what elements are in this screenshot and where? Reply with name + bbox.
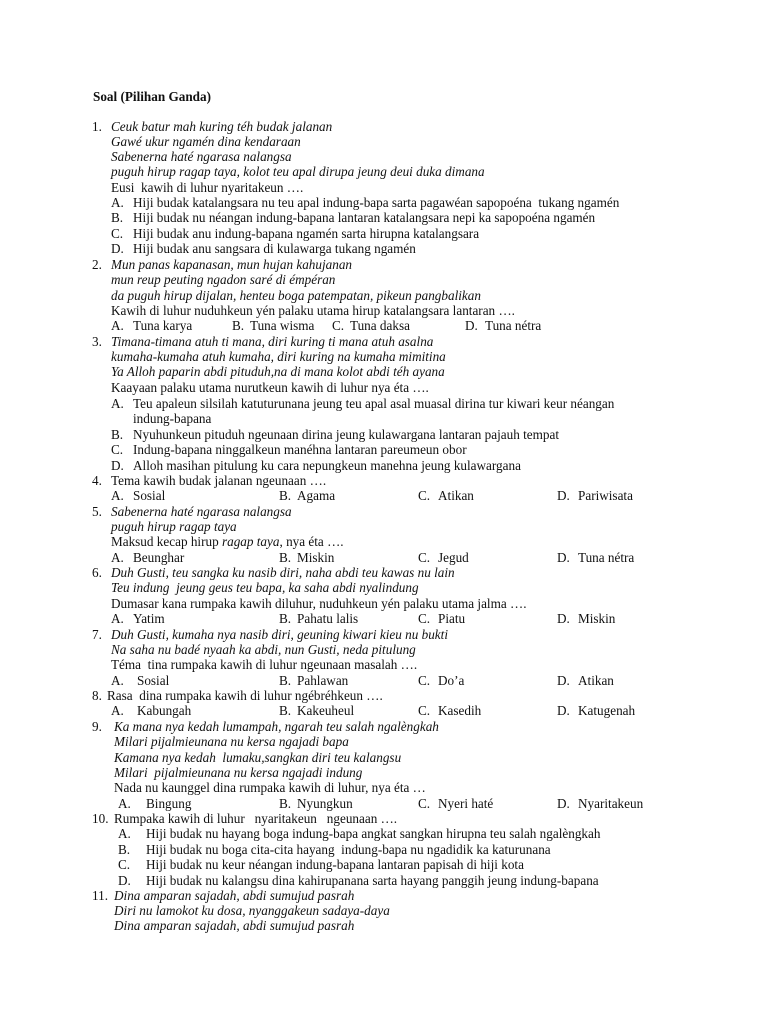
option-text: Pahlawan (297, 673, 349, 688)
option-text: Hiji budak nu néangan indung-bapana lantaran katalangsara nepi ka sapopoéna ngamén (133, 210, 596, 225)
option-text: Alloh masihan pitulung ku cara nepungkeun manehna jeung kulawargana (133, 458, 521, 473)
poem-line: Ka mana nya kedah lumampah, ngarah teu salah ngalèngkah (114, 719, 439, 734)
question-stem: Téma tina rumpaka kawih di luhur ngeunaan masalah …. (111, 657, 418, 672)
question-stem: Eusi kawih di luhur nyaritakeun …. (111, 180, 304, 195)
question-number: 11. (92, 888, 108, 903)
question-stem: Rasa dina rumpaka kawih di luhur ngébréhkeun …. (107, 688, 383, 703)
option-text: Nyungkun (297, 796, 353, 811)
option-key: C. (111, 442, 124, 457)
question-stem: Nada nu kaunggel dina rumpaka kawih di luhur, nya éta … (114, 780, 426, 795)
option-key: B. (279, 703, 292, 718)
option-text: Beunghar (133, 550, 185, 565)
poem-line: Duh Gusti, teu sangka ku nasib diri, naha abdi teu kawas nu lain (111, 565, 455, 580)
option-text: Tuna nétra (578, 550, 635, 565)
option-key: C. (418, 703, 431, 718)
option-key: B. (279, 488, 292, 503)
option-text: Hiji budak nu kalangsu dina kahirupanana sarta hayang panggih jeung indung-bapana (146, 873, 599, 888)
option-key: D. (111, 458, 124, 473)
question-stem: Rumpaka kawih di luhur nyaritakeun ngeunaan …. (114, 811, 398, 826)
option-text: Piatu (438, 611, 466, 626)
poem-line: kumaha-kumaha atuh kumaha, diri kuring na kumaha mimitina (111, 349, 446, 364)
option-text: Atikan (578, 673, 614, 688)
poem-line: Mun panas kapanasan, mun hujan kahujanan (111, 257, 353, 272)
option-key: A. (111, 488, 124, 503)
poem-line: Timana-timana atuh ti mana, diri kuring ti mana atuh asalna (111, 334, 434, 349)
option-text: Bingung (146, 796, 192, 811)
option-text: Sosial (137, 673, 170, 688)
option-key: A. (111, 318, 124, 333)
poem-line: Milari pijalmieunana nu kersa ngajadi indung (114, 765, 363, 780)
question-number: 10. (92, 811, 109, 826)
option-key: C. (418, 796, 431, 811)
question-number: 8. (92, 688, 102, 703)
option-text: Jegud (438, 550, 469, 565)
option-text: Indung-bapana ninggalkeun manéhna lantaran pareumeun obor (133, 442, 467, 457)
poem-line: Teu indung jeung geus teu bapa, ka saha abdi nyalindung (111, 580, 419, 595)
poem-line: puguh hirup ragap taya, kolot teu apal dirupa jeung deui duka dimana (111, 164, 485, 179)
option-key: C. (332, 318, 345, 333)
poem-line: Sabenerna haté ngarasa nalangsa (111, 149, 292, 164)
option-text: Kakeuheul (297, 703, 355, 718)
option-text: Do’a (438, 673, 465, 688)
poem-line: Kamana nya kedah lumaku,sangkan diri teu kalangsu (114, 750, 402, 765)
option-key: A. (111, 611, 124, 626)
option-key: B. (111, 427, 124, 442)
question-number: 7. (92, 627, 102, 642)
option-key: B. (279, 673, 292, 688)
poem-line: puguh hirup ragap taya (111, 519, 237, 534)
option-text: Yatim (133, 611, 165, 626)
option-text: Hiji budak nu hayang boga indung-bapa angkat sangkan hirupna teu salah ngalèngkah (146, 826, 601, 841)
option-key: C. (118, 857, 131, 872)
question-stem-emphasis: ragap taya (221, 534, 280, 549)
option-text: Nyuhunkeun pituduh ngeunaan dirina jeung kulawargana lantaran pajauh tempat (133, 427, 560, 442)
poem-line: Milari pijalmieunana nu kersa ngajadi bapa (114, 734, 349, 749)
question-number: 6. (92, 565, 102, 580)
poem-line: Dina amparan sajadah, abdi sumujud pasrah (114, 888, 355, 903)
option-text: Nyaritakeun (578, 796, 644, 811)
question-number: 2. (92, 257, 102, 272)
question-stem: Kawih di luhur nuduhkeun yén palaku utama hirup katalangsara lantaran …. (111, 303, 515, 318)
question-number: 5. (92, 504, 102, 519)
option-text: Teu apaleun silsilah katuturunana jeung teu apal asal muasal dirina tur kiwari keur néangan (133, 396, 615, 411)
option-key: A. (111, 396, 124, 411)
option-text: Hiji budak anu sangsara di kulawarga tukang ngamén (133, 241, 416, 256)
poem-line: Diri nu lamokot ku dosa, nyanggakeun sadaya-daya (114, 903, 390, 918)
option-key: A. (111, 195, 124, 210)
option-key: C. (418, 611, 431, 626)
option-key: D. (557, 703, 570, 718)
option-text: Hiji budak nu keur néangan indung-bapana lantaran papisah di hiji kota (146, 857, 524, 872)
question-stem (111, 534, 344, 549)
option-key: B. (279, 611, 292, 626)
question-number: 3. (92, 334, 102, 349)
poem-line: Dina amparan sajadah, abdi sumujud pasrah (114, 918, 355, 933)
option-key: D. (557, 796, 570, 811)
option-text: Atikan (438, 488, 474, 503)
option-key: D. (465, 318, 478, 333)
poem-line: Ceuk batur mah kuring téh budak jalanan (111, 119, 333, 134)
option-key: A. (111, 550, 124, 565)
option-key: C. (418, 488, 431, 503)
option-text: Agama (297, 488, 336, 503)
poem-line: Ya Alloh paparin abdi pituduh,na di mana kolot abdi téh ayana (111, 364, 445, 379)
option-text: Pariwisata (578, 488, 633, 503)
poem-line: Na saha nu badé nyaah ka abdi, nun Gusti, neda pitulung (111, 642, 416, 657)
poem-line: Duh Gusti, kumaha nya nasib diri, geuning kiwari kieu nu bukti (111, 627, 448, 642)
option-key: B. (118, 842, 131, 857)
option-key: C. (418, 673, 431, 688)
question-stem: Kaayaan palaku utama nurutkeun kawih di luhur nya éta …. (111, 380, 429, 395)
option-text: Katugenah (578, 703, 636, 718)
page-title: Soal (Pilihan Ganda) (93, 89, 211, 104)
option-text: Hiji budak katalangsara nu teu apal indung-bapa sarta pagawéan sapopoéna tukang ngamén (133, 195, 620, 210)
option-text: Tuna daksa (350, 318, 410, 333)
poem-line: Sabenerna haté ngarasa nalangsa (111, 504, 292, 519)
question-number: 1. (92, 119, 102, 134)
question-stem: Dumasar kana rumpaka kawih diluhur, nuduhkeun yén palaku utama jalma …. (111, 596, 527, 611)
option-key: D. (557, 611, 570, 626)
option-key: B. (279, 550, 292, 565)
option-text: Tuna wisma (250, 318, 315, 333)
option-text: Miskin (578, 611, 616, 626)
question-stem-part: Maksud kecap hirup (111, 534, 222, 549)
option-key: D. (557, 550, 570, 565)
option-text: Sosial (133, 488, 166, 503)
option-key: C. (111, 226, 124, 241)
option-key: A. (111, 673, 124, 688)
option-text: Kasedih (438, 703, 482, 718)
option-text: Hiji budak anu indung-bapana ngamén sarta hirupna katalangsara (133, 226, 480, 241)
option-key: A. (118, 796, 131, 811)
option-key: D. (118, 873, 131, 888)
option-key: A. (118, 826, 131, 841)
poem-line: Gawé ukur ngamén dina kendaraan (111, 134, 301, 149)
poem-line: da puguh hirup dijalan, henteu boga patempatan, pikeun pangbalikan (111, 288, 481, 303)
option-key: B. (232, 318, 245, 333)
option-key: D. (557, 673, 570, 688)
question-stem-part: , nya éta …. (279, 534, 344, 549)
option-text: Tuna nétra (485, 318, 542, 333)
option-text: Nyeri haté (438, 796, 494, 811)
question-stem: Tema kawih budak jalanan ngeunaan …. (111, 473, 327, 488)
option-text: Pahatu lalis (297, 611, 359, 626)
option-key: D. (111, 241, 124, 256)
option-key: B. (279, 796, 292, 811)
option-key: A. (111, 703, 124, 718)
option-text: Kabungah (137, 703, 192, 718)
option-text-continued: indung-bapana (133, 411, 212, 426)
option-key: B. (111, 210, 124, 225)
option-text: Tuna karya (133, 318, 193, 333)
option-key: C. (418, 550, 431, 565)
question-number: 4. (92, 473, 102, 488)
option-text: Miskin (297, 550, 335, 565)
poem-line: mun reup peuting ngadon saré di émpéran (111, 272, 336, 287)
option-key: D. (557, 488, 570, 503)
question-number: 9. (92, 719, 102, 734)
option-text: Hiji budak nu boga cita-cita hayang indung-bapa nu ngadidik ka katurunana (146, 842, 551, 857)
